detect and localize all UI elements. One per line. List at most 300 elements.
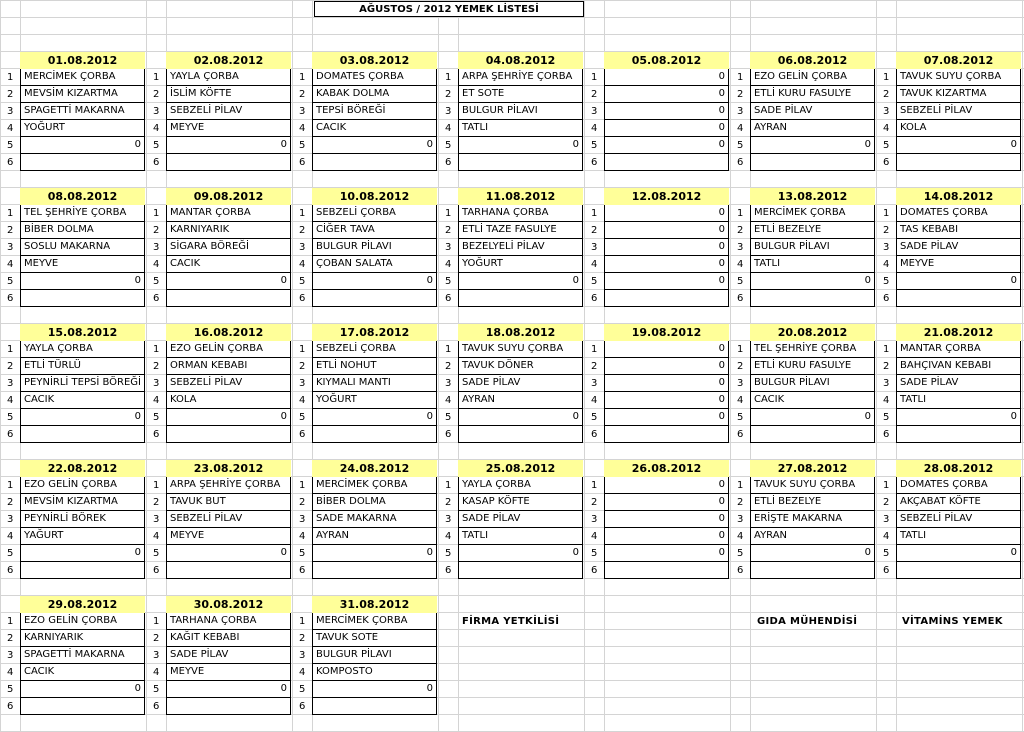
menu-item-cell[interactable]	[750, 205, 875, 222]
row-number: 5	[299, 684, 306, 695]
row-number: 4	[153, 667, 160, 678]
menu-item-cell[interactable]	[604, 290, 729, 307]
sheet-title[interactable]: AĞUSTOS / 2012 YEMEK LİSTESİ	[314, 1, 584, 17]
menu-item-cell[interactable]	[20, 681, 145, 698]
menu-item-cell[interactable]	[20, 222, 145, 239]
menu-item-cell[interactable]	[312, 630, 437, 647]
menu-item-cell[interactable]	[312, 647, 437, 664]
menu-item-cell[interactable]	[166, 664, 291, 681]
menu-item-cell[interactable]	[604, 69, 729, 86]
day-date-header[interactable]: 07.08.2012	[896, 52, 1021, 70]
menu-item-cell[interactable]	[20, 290, 145, 307]
menu-item-cell[interactable]	[312, 545, 437, 562]
menu-row	[146, 613, 292, 630]
row-number: 2	[299, 361, 306, 372]
menu-item-cell[interactable]	[458, 494, 583, 511]
row-number: 5	[299, 412, 306, 423]
menu-item-cell[interactable]	[20, 69, 145, 86]
menu-item-cell[interactable]	[312, 154, 437, 171]
menu-row	[438, 545, 584, 562]
menu-item-cell[interactable]	[604, 239, 729, 256]
menu-item-text: KOLA	[900, 122, 927, 133]
menu-item-cell[interactable]	[166, 239, 291, 256]
menu-item-cell[interactable]	[166, 86, 291, 103]
menu-item-cell[interactable]	[312, 222, 437, 239]
menu-item-text: EZO GELİN ÇORBA	[754, 71, 847, 82]
menu-item-cell[interactable]	[458, 375, 583, 392]
day-date-header[interactable]: 25.08.2012	[458, 460, 583, 478]
menu-item-cell[interactable]	[604, 256, 729, 273]
menu-item-cell[interactable]	[166, 341, 291, 358]
menu-row	[584, 426, 730, 443]
menu-item-text: CİĞER TAVA	[316, 224, 375, 235]
day-date-header[interactable]: 08.08.2012	[20, 188, 145, 206]
menu-item-cell[interactable]	[896, 494, 1021, 511]
menu-item-cell[interactable]	[896, 341, 1021, 358]
menu-item-cell[interactable]	[166, 392, 291, 409]
menu-item-cell[interactable]	[604, 392, 729, 409]
menu-item-cell[interactable]	[604, 341, 729, 358]
menu-item-cell[interactable]	[896, 86, 1021, 103]
menu-item-text: 0	[572, 547, 579, 558]
day-date-header[interactable]: 31.08.2012	[312, 596, 437, 614]
menu-item-text: TATLI	[754, 258, 781, 269]
menu-item-text: AYRAN	[316, 530, 350, 541]
menu-item-cell[interactable]	[312, 528, 437, 545]
day-date-header[interactable]: 29.08.2012	[20, 596, 145, 614]
menu-item-cell[interactable]	[604, 120, 729, 137]
menu-item-cell[interactable]	[312, 477, 437, 494]
menu-item-cell[interactable]	[20, 120, 145, 137]
menu-item-cell[interactable]	[896, 426, 1021, 443]
menu-item-cell[interactable]	[166, 120, 291, 137]
menu-item-cell[interactable]	[166, 545, 291, 562]
menu-row	[584, 290, 730, 307]
menu-item-cell[interactable]	[20, 511, 145, 528]
day-date-header[interactable]: 02.08.2012	[166, 52, 291, 70]
menu-row	[146, 477, 292, 494]
row-number: 5	[445, 548, 452, 559]
menu-item-cell[interactable]	[20, 86, 145, 103]
menu-item-cell[interactable]	[458, 273, 583, 290]
menu-item-cell[interactable]	[604, 494, 729, 511]
menu-item-cell[interactable]	[166, 273, 291, 290]
menu-item-cell[interactable]	[166, 290, 291, 307]
row-number: 4	[737, 123, 744, 134]
menu-row	[292, 375, 438, 392]
menu-item-cell[interactable]	[312, 239, 437, 256]
menu-item-cell[interactable]	[458, 103, 583, 120]
menu-item-cell[interactable]	[750, 120, 875, 137]
menu-item-cell[interactable]	[166, 358, 291, 375]
row-number: 3	[445, 242, 452, 253]
menu-item-cell[interactable]	[312, 290, 437, 307]
day-date-header[interactable]: 09.08.2012	[166, 188, 291, 206]
menu-item-cell[interactable]	[458, 256, 583, 273]
menu-row	[584, 375, 730, 392]
day-date-header[interactable]: 01.08.2012	[20, 52, 145, 70]
menu-item-cell[interactable]	[166, 69, 291, 86]
menu-row	[0, 375, 146, 392]
menu-row	[0, 545, 146, 562]
day-date-header[interactable]: 06.08.2012	[750, 52, 875, 70]
menu-item-cell[interactable]	[312, 273, 437, 290]
menu-row	[584, 222, 730, 239]
day-date-header[interactable]: 13.08.2012	[750, 188, 875, 206]
menu-item-cell[interactable]	[896, 222, 1021, 239]
menu-item-cell[interactable]	[166, 630, 291, 647]
menu-item-cell[interactable]	[604, 375, 729, 392]
menu-item-cell[interactable]	[458, 562, 583, 579]
menu-item-cell[interactable]	[604, 545, 729, 562]
menu-item-cell[interactable]	[166, 681, 291, 698]
menu-item-cell[interactable]	[458, 120, 583, 137]
menu-item-cell[interactable]	[458, 409, 583, 426]
menu-item-cell[interactable]	[896, 137, 1021, 154]
menu-item-cell[interactable]	[312, 426, 437, 443]
menu-item-cell[interactable]	[896, 69, 1021, 86]
menu-item-cell[interactable]	[750, 137, 875, 154]
menu-item-cell[interactable]	[20, 341, 145, 358]
menu-item-cell[interactable]	[750, 273, 875, 290]
menu-item-cell[interactable]	[458, 205, 583, 222]
menu-item-text: ÇOBAN SALATA	[316, 258, 393, 269]
menu-row	[438, 86, 584, 103]
menu-row	[584, 154, 730, 171]
menu-item-text: SEBZELİ PİLAV	[170, 513, 243, 524]
menu-item-cell[interactable]	[604, 86, 729, 103]
menu-item-cell[interactable]	[458, 426, 583, 443]
day-date-header[interactable]: 11.08.2012	[458, 188, 583, 206]
menu-row	[438, 562, 584, 579]
menu-item-cell[interactable]	[166, 375, 291, 392]
menu-item-cell[interactable]	[458, 86, 583, 103]
menu-item-text: PEYNİRLİ TEPSİ BÖREĞİ	[24, 377, 141, 388]
menu-row	[0, 613, 146, 630]
day-date-header[interactable]: 10.08.2012	[312, 188, 437, 206]
menu-row	[584, 137, 730, 154]
row-number: 1	[445, 344, 452, 355]
menu-item-text: SİGARA BÖREĞİ	[170, 241, 249, 252]
menu-item-text: 0	[718, 105, 725, 116]
day-date-header[interactable]: 14.08.2012	[896, 188, 1021, 206]
menu-item-cell[interactable]	[896, 273, 1021, 290]
menu-item-cell[interactable]	[20, 477, 145, 494]
menu-item-cell[interactable]	[166, 256, 291, 273]
menu-item-cell[interactable]	[604, 273, 729, 290]
menu-item-cell[interactable]	[20, 494, 145, 511]
day-date-header[interactable]: 27.08.2012	[750, 460, 875, 478]
menu-item-cell[interactable]	[166, 103, 291, 120]
menu-item-cell[interactable]	[20, 256, 145, 273]
menu-item-cell[interactable]	[604, 137, 729, 154]
menu-item-cell[interactable]	[20, 154, 145, 171]
menu-item-cell[interactable]	[896, 409, 1021, 426]
menu-item-text: TEL ŞEHRİYE ÇORBA	[24, 207, 127, 218]
menu-item-cell[interactable]	[896, 358, 1021, 375]
day-date-header[interactable]: 16.08.2012	[166, 324, 291, 342]
menu-row	[730, 120, 876, 137]
menu-item-text: SEBZELİ ÇORBA	[316, 207, 396, 218]
menu-item-cell[interactable]	[750, 477, 875, 494]
menu-row	[730, 103, 876, 120]
menu-row	[146, 273, 292, 290]
menu-item-cell[interactable]	[604, 358, 729, 375]
menu-item-cell[interactable]	[312, 511, 437, 528]
menu-item-cell[interactable]	[20, 103, 145, 120]
row-number: 2	[153, 497, 160, 508]
menu-item-cell[interactable]	[20, 698, 145, 715]
menu-row	[146, 630, 292, 647]
menu-row	[584, 511, 730, 528]
menu-item-text: TATLI	[900, 394, 927, 405]
menu-item-cell[interactable]	[604, 511, 729, 528]
menu-item-text: MERCİMEK ÇORBA	[754, 207, 846, 218]
menu-row	[0, 239, 146, 256]
menu-item-cell[interactable]	[166, 511, 291, 528]
menu-item-cell[interactable]	[750, 256, 875, 273]
menu-item-cell[interactable]	[312, 69, 437, 86]
menu-row	[292, 120, 438, 137]
menu-item-cell[interactable]	[896, 103, 1021, 120]
day-date-header[interactable]: 20.08.2012	[750, 324, 875, 342]
day-date-header[interactable]: 24.08.2012	[312, 460, 437, 478]
day-date-header[interactable]: 12.08.2012	[604, 188, 729, 206]
menu-item-cell[interactable]	[896, 528, 1021, 545]
menu-item-cell[interactable]	[604, 426, 729, 443]
row-number: 3	[883, 106, 890, 117]
menu-item-cell[interactable]	[896, 120, 1021, 137]
menu-item-cell[interactable]	[20, 545, 145, 562]
menu-item-cell[interactable]	[20, 409, 145, 426]
menu-item-cell[interactable]	[750, 375, 875, 392]
menu-item-cell[interactable]	[750, 154, 875, 171]
menu-row	[730, 409, 876, 426]
menu-item-cell[interactable]	[312, 137, 437, 154]
menu-item-cell[interactable]	[458, 69, 583, 86]
menu-item-cell[interactable]	[312, 698, 437, 715]
menu-item-cell[interactable]	[750, 494, 875, 511]
menu-item-cell[interactable]	[896, 154, 1021, 171]
menu-item-cell[interactable]	[20, 647, 145, 664]
day-date-header[interactable]: 15.08.2012	[20, 324, 145, 342]
menu-item-cell[interactable]	[166, 494, 291, 511]
menu-item-cell[interactable]	[458, 154, 583, 171]
row-number: 5	[883, 140, 890, 151]
menu-item-cell[interactable]	[896, 545, 1021, 562]
menu-item-cell[interactable]	[166, 698, 291, 715]
menu-item-cell[interactable]	[750, 358, 875, 375]
menu-item-cell[interactable]	[312, 613, 437, 630]
row-number: 3	[153, 106, 160, 117]
menu-item-cell[interactable]	[750, 392, 875, 409]
menu-item-cell[interactable]	[750, 562, 875, 579]
menu-item-cell[interactable]	[312, 341, 437, 358]
menu-item-cell[interactable]	[896, 239, 1021, 256]
menu-item-cell[interactable]	[458, 528, 583, 545]
day-date-header[interactable]: 17.08.2012	[312, 324, 437, 342]
menu-item-cell[interactable]	[312, 494, 437, 511]
menu-item-text: BULGUR PİLAVI	[316, 649, 392, 660]
menu-item-cell[interactable]	[896, 375, 1021, 392]
row-number: 6	[445, 565, 452, 576]
menu-item-cell[interactable]	[750, 103, 875, 120]
menu-item-cell[interactable]	[750, 69, 875, 86]
menu-item-cell[interactable]	[312, 409, 437, 426]
menu-item-cell[interactable]	[166, 137, 291, 154]
menu-item-cell[interactable]	[458, 137, 583, 154]
menu-item-cell[interactable]	[20, 528, 145, 545]
day-date-header[interactable]: 30.08.2012	[166, 596, 291, 614]
menu-item-cell[interactable]	[20, 273, 145, 290]
menu-item-cell[interactable]	[458, 545, 583, 562]
menu-item-cell[interactable]	[312, 681, 437, 698]
menu-item-cell[interactable]	[750, 290, 875, 307]
menu-item-cell[interactable]	[750, 545, 875, 562]
menu-item-text: 0	[426, 275, 433, 286]
menu-item-cell[interactable]	[312, 86, 437, 103]
menu-item-cell[interactable]	[896, 392, 1021, 409]
menu-item-cell[interactable]	[312, 103, 437, 120]
menu-row	[438, 256, 584, 273]
menu-item-cell[interactable]	[166, 562, 291, 579]
menu-row	[292, 681, 438, 698]
menu-item-cell[interactable]	[604, 205, 729, 222]
menu-item-cell[interactable]	[312, 205, 437, 222]
menu-item-cell[interactable]	[604, 154, 729, 171]
row-number: 2	[153, 633, 160, 644]
menu-item-cell[interactable]	[896, 562, 1021, 579]
engineer-signature-label[interactable]: GIDA MÜHENDİSİ	[757, 616, 858, 627]
menu-row	[876, 205, 1022, 222]
row-number: 6	[883, 157, 890, 168]
menu-item-cell[interactable]	[750, 511, 875, 528]
menu-row	[584, 103, 730, 120]
menu-item-cell[interactable]	[20, 562, 145, 579]
row-number: 5	[591, 412, 598, 423]
menu-item-text: İSLİM KÖFTE	[170, 88, 232, 99]
row-number: 1	[153, 344, 160, 355]
menu-item-cell[interactable]	[312, 392, 437, 409]
menu-item-cell[interactable]	[896, 511, 1021, 528]
menu-item-cell[interactable]	[458, 477, 583, 494]
company-name-label[interactable]: VİTAMİNS YEMEK	[902, 616, 1003, 627]
menu-item-cell[interactable]	[896, 205, 1021, 222]
menu-item-cell[interactable]	[166, 154, 291, 171]
menu-item-text: 0	[134, 547, 141, 558]
day-date-header[interactable]: 28.08.2012	[896, 460, 1021, 478]
menu-item-cell[interactable]	[20, 426, 145, 443]
menu-item-cell[interactable]	[166, 647, 291, 664]
menu-item-cell[interactable]	[604, 528, 729, 545]
day-date-header[interactable]: 03.08.2012	[312, 52, 437, 70]
menu-item-cell[interactable]	[312, 358, 437, 375]
day-date-header[interactable]: 22.08.2012	[20, 460, 145, 478]
menu-item-cell[interactable]	[750, 239, 875, 256]
menu-item-text: ETLİ NOHUT	[316, 360, 377, 371]
menu-item-cell[interactable]	[750, 86, 875, 103]
menu-item-cell[interactable]	[750, 409, 875, 426]
day-date-header[interactable]: 23.08.2012	[166, 460, 291, 478]
menu-row	[146, 494, 292, 511]
menu-item-cell[interactable]	[896, 477, 1021, 494]
menu-item-cell[interactable]	[20, 358, 145, 375]
menu-item-cell[interactable]	[166, 528, 291, 545]
menu-row	[730, 494, 876, 511]
menu-item-cell[interactable]	[166, 613, 291, 630]
menu-item-cell[interactable]	[750, 341, 875, 358]
row-number: 5	[883, 412, 890, 423]
menu-item-cell[interactable]	[20, 392, 145, 409]
row-number: 6	[299, 565, 306, 576]
menu-item-cell[interactable]	[604, 409, 729, 426]
menu-item-cell[interactable]	[20, 375, 145, 392]
day-date-header[interactable]: 21.08.2012	[896, 324, 1021, 342]
menu-item-cell[interactable]	[20, 664, 145, 681]
menu-item-cell[interactable]	[896, 256, 1021, 273]
menu-item-cell[interactable]	[458, 341, 583, 358]
menu-item-cell[interactable]	[166, 409, 291, 426]
menu-item-cell[interactable]	[166, 426, 291, 443]
menu-row	[730, 256, 876, 273]
row-number: 3	[7, 514, 14, 525]
menu-item-cell[interactable]	[604, 477, 729, 494]
menu-item-cell[interactable]	[458, 290, 583, 307]
menu-item-cell[interactable]	[20, 613, 145, 630]
menu-item-cell[interactable]	[604, 222, 729, 239]
menu-item-cell[interactable]	[312, 256, 437, 273]
menu-item-cell[interactable]	[312, 120, 437, 137]
menu-item-cell[interactable]	[20, 239, 145, 256]
menu-item-cell[interactable]	[604, 103, 729, 120]
firm-signature-label[interactable]: FİRMA YETKİLİSİ	[462, 616, 560, 627]
menu-row	[0, 409, 146, 426]
menu-item-cell[interactable]	[604, 562, 729, 579]
day-date-header[interactable]: 18.08.2012	[458, 324, 583, 342]
menu-item-cell[interactable]	[458, 511, 583, 528]
menu-item-text: TAVUK SUYU ÇORBA	[754, 479, 856, 490]
menu-item-text: ARPA ŞEHRİYE ÇORBA	[170, 479, 281, 490]
day-date-header[interactable]: 19.08.2012	[604, 324, 729, 342]
menu-item-cell[interactable]	[312, 562, 437, 579]
menu-item-cell[interactable]	[458, 392, 583, 409]
menu-item-cell[interactable]	[166, 205, 291, 222]
day-date-header[interactable]: 26.08.2012	[604, 460, 729, 478]
day-date-header[interactable]: 04.08.2012	[458, 52, 583, 70]
menu-item-cell[interactable]	[20, 137, 145, 154]
menu-item-cell[interactable]	[750, 426, 875, 443]
menu-item-cell[interactable]	[166, 477, 291, 494]
menu-item-text: 0	[718, 258, 725, 269]
day-date-header[interactable]: 05.08.2012	[604, 52, 729, 70]
menu-item-cell[interactable]	[750, 222, 875, 239]
menu-item-cell[interactable]	[20, 205, 145, 222]
menu-item-cell[interactable]	[458, 239, 583, 256]
menu-item-cell[interactable]	[458, 358, 583, 375]
row-number: 2	[591, 497, 598, 508]
menu-item-text: MEYVE	[24, 258, 59, 269]
menu-item-text: SADE PİLAV	[462, 513, 521, 524]
menu-row	[0, 664, 146, 681]
menu-item-cell[interactable]	[458, 222, 583, 239]
menu-item-cell[interactable]	[312, 375, 437, 392]
menu-item-cell[interactable]	[896, 290, 1021, 307]
menu-item-cell[interactable]	[20, 630, 145, 647]
menu-row	[584, 273, 730, 290]
menu-item-cell[interactable]	[312, 664, 437, 681]
menu-item-cell[interactable]	[750, 528, 875, 545]
menu-item-cell[interactable]	[166, 222, 291, 239]
